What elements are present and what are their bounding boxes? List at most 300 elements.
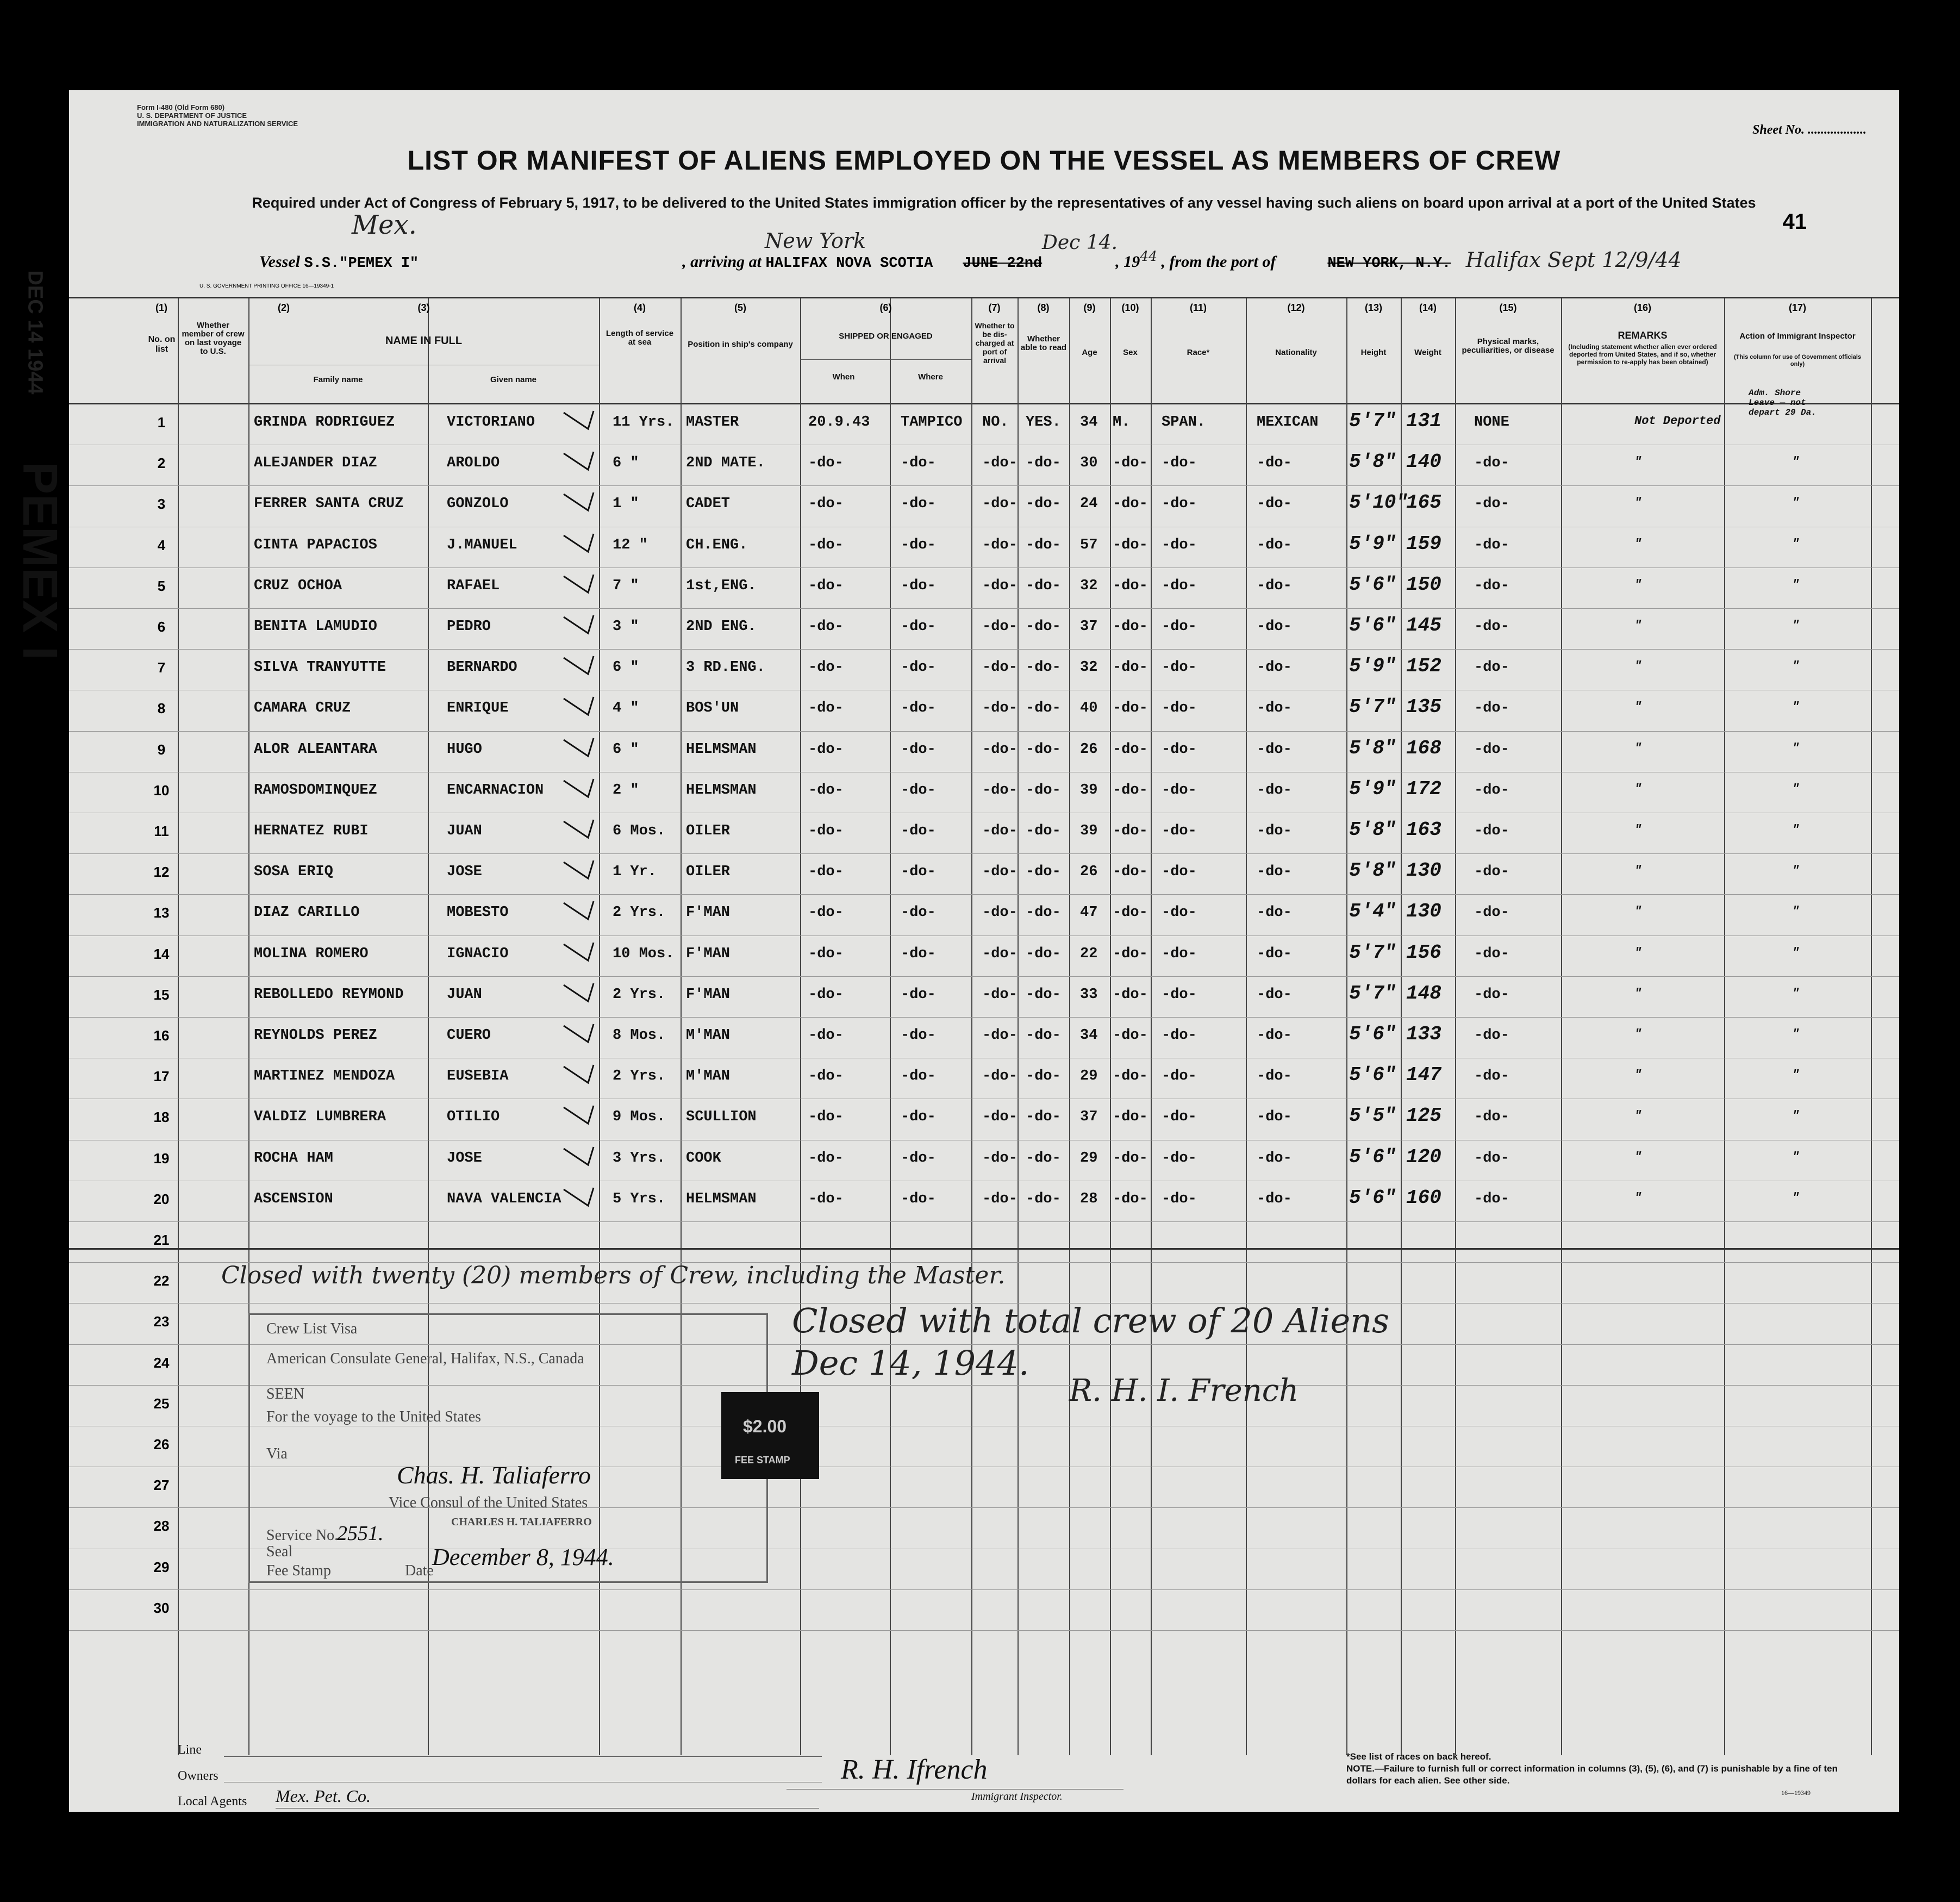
col-num-8: (8) [1037, 302, 1050, 313]
col-num-12: (12) [1287, 302, 1305, 313]
col-header-3-family: Family name [313, 375, 363, 384]
cell-given: NAVA VALENCIA [447, 1190, 561, 1207]
cell-marks: -do- [1474, 1068, 1509, 1085]
cell-position: COOK [686, 1150, 721, 1167]
cell-discharged: -do- [982, 864, 1018, 881]
cell-given: ENRIQUE [447, 700, 509, 717]
footer-owners-label: Owners [178, 1769, 219, 1783]
cell-given: ENCARNACION [447, 782, 544, 799]
cell-where: -do- [901, 945, 936, 962]
header-subrule [800, 359, 971, 360]
cell-family: CRUZ OCHOA [254, 577, 342, 594]
inspector-signature: R. H. Ifrench [841, 1754, 988, 1785]
row-number: 27 [153, 1477, 170, 1494]
visa-typed-name: CHARLES H. TALIAFERRO [451, 1516, 592, 1528]
year-suffix: 44 [1140, 248, 1157, 264]
row-number: 19 [153, 1150, 170, 1167]
cell-weight: 172 [1406, 777, 1441, 800]
cell-discharged: -do- [982, 741, 1018, 758]
cell-service: 1 " [613, 496, 639, 513]
cell-height: 5'7" [1349, 941, 1396, 964]
visa-via: Via [266, 1445, 288, 1462]
cell-service: 2 Yrs. [613, 905, 666, 921]
cell-given: GONZOLO [447, 496, 509, 513]
col-header-6-when: When [832, 372, 855, 382]
cell-sex: -do- [1113, 496, 1148, 513]
cell-weight: 148 [1406, 982, 1441, 1005]
check-mark-icon [561, 737, 599, 759]
cell-where: -do- [901, 659, 936, 676]
visa-service-no: 2551. [337, 1522, 384, 1545]
cell-race: -do- [1162, 1109, 1197, 1126]
check-mark-icon [561, 778, 599, 800]
cell-nationality: -do- [1257, 659, 1292, 676]
cell-nationality: -do- [1257, 1150, 1292, 1167]
cell-position: OILER [686, 864, 731, 881]
row-number: 24 [153, 1354, 170, 1371]
cell-height: 5'8" [1349, 451, 1396, 473]
cell-where: -do- [901, 823, 936, 839]
cell-family: HERNATEZ RUBI [254, 823, 369, 839]
cell-weight: 130 [1406, 900, 1441, 923]
service: IMMIGRATION AND NATURALIZATION SERVICE [137, 120, 298, 128]
cell-when: -do- [808, 537, 844, 553]
cell-sex: -do- [1113, 823, 1148, 839]
side-stamp-date: DEC 14 1944 [23, 270, 47, 395]
cell-family: MOLINA ROMERO [254, 945, 369, 962]
col-num-11: (11) [1189, 302, 1207, 313]
check-mark-icon [561, 1064, 599, 1086]
closing-total: Closed with total crew of 20 Aliens [792, 1301, 1389, 1340]
col-header-1: No. on list [148, 335, 176, 354]
cell-when: -do- [808, 619, 844, 635]
cell-discharged: -do- [982, 496, 1018, 513]
cell-position: CADET [686, 496, 731, 513]
cell-read: -do- [1026, 1150, 1061, 1167]
cell-remarks: " [1634, 1190, 1642, 1205]
cell-nationality: -do- [1257, 823, 1292, 839]
col-num-5: (5) [734, 302, 746, 313]
penalty-note: NOTE.—Failure to furnish full or correct information in columns (3), (5), (6), and (7) is punishable by a fine of ten dollars for each alien. See other side. [1346, 1763, 1838, 1786]
cell-action: " [1792, 1190, 1800, 1205]
cell-discharged: -do- [982, 823, 1018, 839]
cell-where: -do- [901, 986, 936, 1003]
cell-family: CAMARA CRUZ [254, 700, 351, 717]
cell-read: -do- [1026, 823, 1061, 839]
closing-date: Dec 14, 1944. [792, 1343, 1029, 1383]
cell-race: -do- [1162, 577, 1197, 594]
cell-given: BERNARDO [447, 659, 517, 676]
from-port-handwritten: Halifax Sept 12/9/44 [1465, 248, 1682, 272]
cell-read: -do- [1026, 1109, 1061, 1126]
cell-marks: -do- [1474, 741, 1509, 758]
form-meta [137, 103, 298, 128]
col-header-4: Length of service at sea [606, 329, 674, 347]
cell-position: F'MAN [686, 986, 731, 1003]
col-num-2: (2) [278, 302, 290, 313]
cell-discharged: -do- [982, 1068, 1018, 1085]
cell-when: -do- [808, 496, 844, 513]
cell-weight: 130 [1406, 859, 1441, 882]
cell-given: RAFAEL [447, 577, 500, 594]
cell-race: -do- [1162, 823, 1197, 839]
cell-remarks: " [1634, 700, 1642, 714]
cell-when: -do- [808, 1150, 844, 1167]
cell-nationality: -do- [1257, 1068, 1292, 1085]
row-number: 30 [153, 1599, 170, 1616]
cell-when: -do- [808, 700, 844, 717]
cell-where: -do- [901, 1190, 936, 1207]
row-number: 17 [153, 1068, 170, 1085]
check-mark-icon [561, 1105, 599, 1126]
cell-read: -do- [1026, 864, 1061, 881]
visa-date: December 8, 1944. [432, 1544, 614, 1570]
cell-given: HUGO [447, 741, 482, 758]
cell-sex: -do- [1113, 577, 1148, 594]
cell-position: CH.ENG. [686, 537, 748, 553]
check-mark-icon [561, 410, 599, 432]
col-num-6: (6) [879, 302, 892, 313]
cell-service: 10 Mos. [613, 945, 675, 962]
cell-family: ASCENSION [254, 1190, 333, 1207]
col-num-16: (16) [1633, 302, 1651, 313]
check-mark-icon [561, 1023, 599, 1045]
cell-discharged: -do- [982, 1109, 1018, 1126]
check-mark-icon [561, 1146, 599, 1168]
cell-read: -do- [1026, 945, 1061, 962]
cell-read: -do- [1026, 700, 1061, 717]
cell-given: EUSEBIA [447, 1068, 509, 1085]
cell-marks: -do- [1474, 986, 1509, 1003]
cell-remarks: " [1634, 619, 1642, 632]
cell-action: " [1792, 577, 1800, 591]
cell-family: FERRER SANTA CRUZ [254, 496, 404, 513]
row-number: 10 [153, 782, 170, 799]
cell-weight: 125 [1406, 1105, 1441, 1127]
vessel-nationality: Mex. [352, 210, 417, 240]
cell-position: OILER [686, 823, 731, 839]
cell-marks: -do- [1474, 619, 1509, 635]
cell-weight: 163 [1406, 819, 1441, 841]
cell-height: 5'6" [1349, 1145, 1396, 1168]
col-header-2: Whether member of crew on last voyage to U.S. [182, 321, 245, 356]
visa-vice-consul: Vice Consul of the United States [389, 1494, 588, 1511]
col-num-13: (13) [1364, 302, 1382, 313]
cell-height: 5'10" [1349, 491, 1408, 514]
cell-height: 5'7" [1349, 410, 1396, 432]
cell-service: 12 " [613, 537, 648, 553]
cell-height: 5'8" [1349, 819, 1396, 841]
cell-sex: -do- [1113, 1150, 1148, 1167]
cell-sex: -do- [1113, 945, 1148, 962]
cell-height: 5'6" [1349, 1023, 1396, 1045]
row-number: 3 [157, 496, 166, 513]
cell-race: -do- [1162, 455, 1197, 472]
cell-nationality: -do- [1257, 577, 1292, 594]
table-row [69, 609, 1899, 650]
cell-weight: 135 [1406, 696, 1441, 719]
cell-sex: -do- [1113, 537, 1148, 553]
cell-race: -do- [1162, 782, 1197, 799]
cell-when: -do- [808, 905, 844, 921]
cell-sex: -do- [1113, 1027, 1148, 1044]
table-row [69, 650, 1899, 690]
cell-race: -do- [1162, 986, 1197, 1003]
cell-discharged: -do- [982, 782, 1018, 799]
footer-rule [276, 1808, 819, 1809]
footer-agents-label: Local Agents [178, 1794, 247, 1809]
cell-position: M'MAN [686, 1068, 731, 1085]
visa-service-no-label: Service No. [266, 1527, 339, 1544]
cell-where: -do- [901, 1109, 936, 1126]
cell-discharged: -do- [982, 700, 1018, 717]
cell-age: 26 [1080, 741, 1098, 758]
cell-action: " [1792, 1027, 1800, 1041]
cell-where: -do- [901, 782, 936, 799]
cell-when: -do- [808, 986, 844, 1003]
col-header-3-given: Given name [490, 375, 537, 384]
cell-weight: 168 [1406, 737, 1441, 759]
row-number: 15 [153, 986, 170, 1003]
cell-family: DIAZ CARILLO [254, 905, 360, 921]
cell-height: 5'6" [1349, 1064, 1396, 1087]
cell-remarks: " [1634, 1109, 1642, 1123]
cell-age: 24 [1080, 496, 1098, 513]
cell-remarks: " [1634, 741, 1642, 755]
year-prefix: , 19 [1115, 253, 1140, 271]
cell-given: JUAN [447, 823, 482, 839]
cell-sex: -do- [1113, 1190, 1148, 1207]
cell-remarks: " [1634, 864, 1642, 878]
cell-action: " [1792, 905, 1800, 919]
cell-position: HELMSMAN [686, 782, 757, 799]
table-row [69, 1140, 1899, 1181]
row-number: 21 [153, 1232, 170, 1248]
cell-remarks: " [1634, 905, 1642, 919]
cell-discharged: -do- [982, 659, 1018, 676]
form-id: Form I-480 (Old Form 680) [137, 103, 225, 111]
cell-remarks: " [1634, 782, 1642, 796]
cell-height: 5'8" [1349, 859, 1396, 882]
table-row [69, 1222, 1899, 1263]
closing-signature: R. H. I. French [1069, 1373, 1299, 1408]
cell-remarks: " [1634, 577, 1642, 591]
cell-race: -do- [1162, 1150, 1197, 1167]
cell-given: PEDRO [447, 619, 491, 635]
roster-end-rule [69, 1248, 1899, 1250]
cell-when: -do- [808, 741, 844, 758]
cell-nationality: -do- [1257, 864, 1292, 881]
row-number: 5 [157, 577, 166, 594]
manifest-sheet [69, 90, 1899, 1812]
table-row [69, 936, 1899, 977]
cell-marks: -do- [1474, 782, 1509, 799]
row-number: 4 [157, 537, 166, 553]
col-header-9: Age [1082, 348, 1097, 357]
check-mark-icon [561, 655, 599, 677]
col-num-3: (3) [417, 302, 430, 313]
cell-read: -do- [1026, 986, 1061, 1003]
cell-when: -do- [808, 1068, 844, 1085]
cell-action: " [1792, 864, 1800, 878]
cell-height: 5'5" [1349, 1105, 1396, 1127]
col-num-9: (9) [1083, 302, 1096, 313]
cell-nationality: -do- [1257, 741, 1292, 758]
cell-position: 1st,ENG. [686, 577, 757, 594]
header-top-rule [69, 297, 1899, 298]
cell-discharged: -do- [982, 577, 1018, 594]
cell-where: -do- [901, 537, 936, 553]
cell-nationality: -do- [1257, 619, 1292, 635]
footer-agents-value: Mex. Pet. Co. [276, 1786, 371, 1806]
cell-weight: 131 [1406, 410, 1441, 432]
col-header-12: Nationality [1275, 348, 1317, 357]
crew-list-visa [248, 1313, 768, 1583]
visa-seen: SEEN [266, 1386, 304, 1402]
cell-race: -do- [1162, 619, 1197, 635]
cell-family: ALOR ALEANTARA [254, 741, 377, 758]
sheet-number-label: Sheet No. .................. [1752, 123, 1867, 137]
cell-race: -do- [1162, 659, 1197, 676]
cell-weight: 140 [1406, 451, 1441, 473]
cell-where: TAMPICO [901, 414, 963, 431]
cell-nationality: -do- [1257, 455, 1292, 472]
cell-age: 33 [1080, 986, 1098, 1003]
col-num-14: (14) [1419, 302, 1437, 313]
cell-service: 7 " [613, 577, 639, 594]
cell-age: 29 [1080, 1068, 1098, 1085]
cell-when: -do- [808, 823, 844, 839]
check-mark-icon [561, 491, 599, 513]
col-num-17: (17) [1788, 302, 1806, 313]
form-title: LIST OR MANIFEST OF ALIENS EMPLOYED ON THE VESSEL AS MEMBERS OF CREW [407, 145, 1561, 176]
cell-discharged: -do- [982, 905, 1018, 921]
date-handwritten: Dec 14. [1042, 232, 1118, 254]
cell-height: 5'7" [1349, 982, 1396, 1005]
cell-sex: M. [1113, 414, 1131, 431]
visa-voyage: For the voyage to the United States [266, 1408, 482, 1425]
cell-sex: -do- [1113, 741, 1148, 758]
cell-where: -do- [901, 864, 936, 881]
cell-race: -do- [1162, 905, 1197, 921]
cell-where: -do- [901, 1150, 936, 1167]
cell-weight: 133 [1406, 1023, 1441, 1045]
cell-remarks: " [1634, 537, 1642, 551]
row-number: 11 [154, 823, 169, 839]
cell-family: ROCHA HAM [254, 1150, 333, 1167]
cell-action: " [1792, 455, 1800, 469]
cell-action: " [1792, 986, 1800, 1000]
cell-service: 3 Yrs. [613, 1150, 666, 1167]
cell-position: HELMSMAN [686, 741, 757, 758]
cell-nationality: -do- [1257, 700, 1292, 717]
cell-given: OTILIO [447, 1109, 500, 1126]
footer-rule [224, 1756, 822, 1757]
cell-age: 39 [1080, 782, 1098, 799]
cell-action: " [1792, 1109, 1800, 1123]
cell-marks: -do- [1474, 659, 1509, 676]
cell-position: BOS'UN [686, 700, 739, 717]
arriving-label: , arriving at [682, 253, 761, 271]
table-row [69, 388, 1899, 445]
cell-discharged: -do- [982, 1027, 1018, 1044]
col-num-7: (7) [988, 302, 1001, 313]
col-header-10: Sex [1123, 348, 1138, 357]
cell-discharged: -do- [982, 1150, 1018, 1167]
cell-given: J.MANUEL [447, 537, 517, 553]
cell-when: 20.9.43 [808, 414, 870, 431]
vessel-name: S.S."PEMEX I" [304, 255, 419, 272]
cell-where: -do- [901, 577, 936, 594]
cell-discharged: -do- [982, 537, 1018, 553]
cell-read: -do- [1026, 496, 1061, 513]
arriving-port: HALIFAX NOVA SCOTIA [765, 255, 933, 272]
cell-weight: 156 [1406, 941, 1441, 964]
cell-read: -do- [1026, 1027, 1061, 1044]
row-number: 25 [153, 1395, 170, 1412]
cell-remarks: " [1634, 659, 1642, 674]
cell-remarks: " [1634, 496, 1642, 510]
cell-where: -do- [901, 496, 936, 513]
cell-service: 4 " [613, 700, 639, 717]
cell-weight: 152 [1406, 655, 1441, 678]
row-number: 2 [157, 455, 166, 472]
cell-age: 29 [1080, 1150, 1098, 1167]
cell-given: JOSE [447, 864, 482, 881]
cell-action: " [1792, 700, 1800, 714]
cell-service: 8 Mos. [613, 1027, 666, 1044]
footer-line-label: Line [178, 1743, 202, 1757]
cell-read: YES. [1026, 414, 1061, 431]
cell-age: 40 [1080, 700, 1098, 717]
col-header-6: SHIPPED OR ENGAGED [839, 332, 933, 341]
vessel-row [259, 248, 1682, 272]
cell-marks: -do- [1474, 945, 1509, 962]
cell-discharged: -do- [982, 945, 1018, 962]
col-header-16: REMARKS [1618, 330, 1668, 341]
col-header-17: Action of Immigrant Inspector [1739, 332, 1856, 341]
department: U. S. DEPARTMENT OF JUSTICE [137, 111, 247, 120]
cell-given: MOBESTO [447, 905, 509, 921]
cell-race: -do- [1162, 1027, 1197, 1044]
cell-where: -do- [901, 455, 936, 472]
cell-given: CUERO [447, 1027, 491, 1044]
cell-family: MARTINEZ MENDOZA [254, 1068, 395, 1085]
cell-marks: -do- [1474, 905, 1509, 921]
col-header-5: Position in ship's company [688, 340, 793, 349]
cell-family: BENITA LAMUDIO [254, 619, 377, 635]
table-row [69, 1099, 1899, 1140]
cell-discharged: NO. [982, 414, 1009, 431]
cell-race: -do- [1162, 945, 1197, 962]
check-mark-icon [561, 1187, 599, 1208]
arriving-handwritten: New York [765, 229, 866, 253]
table-row [69, 772, 1899, 813]
cell-nationality: -do- [1257, 1027, 1292, 1044]
check-mark-icon [561, 941, 599, 963]
cell-race: -do- [1162, 1190, 1197, 1207]
cell-remarks: Not Deported [1634, 414, 1721, 428]
cell-when: -do- [808, 1109, 844, 1126]
table-row [69, 1181, 1899, 1222]
cell-sex: -do- [1113, 782, 1148, 799]
col-header-13: Height [1360, 348, 1387, 357]
table-row [69, 732, 1899, 772]
cell-family: CINTA PAPACIOS [254, 537, 377, 553]
side-stamp [13, 217, 82, 707]
printing-office: U. S. GOVERNMENT PRINTING OFFICE 16—19349-1 [199, 283, 334, 289]
cell-weight: 120 [1406, 1145, 1441, 1168]
